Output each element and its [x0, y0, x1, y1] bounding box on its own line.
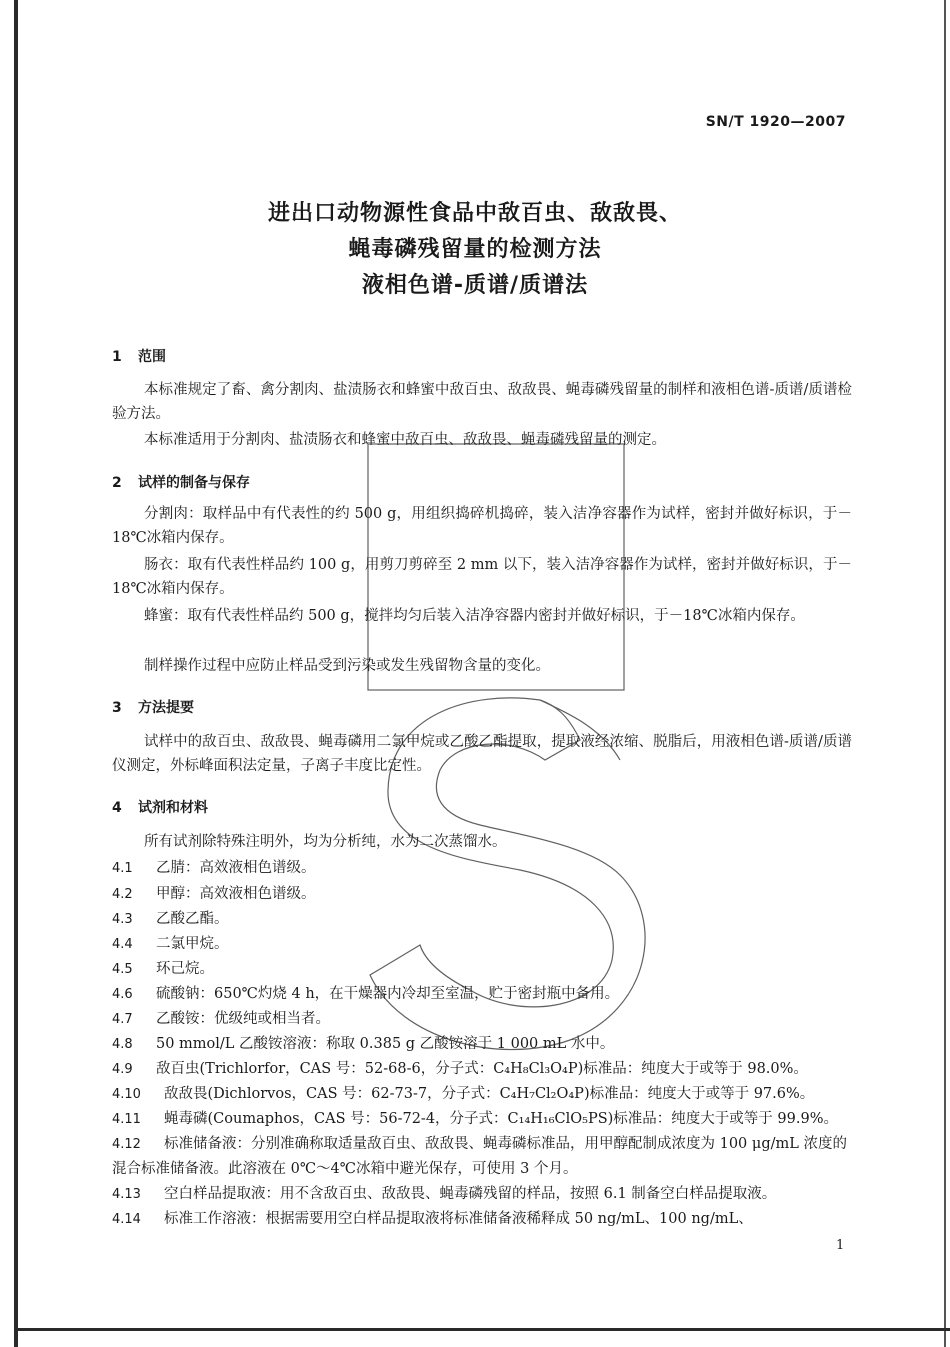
section-4-paragraph-1: 所有试剂除特殊注明外，均为分析纯，水为二次蒸馏水。: [144, 834, 507, 850]
section-4-heading: 4 试剂和材料: [112, 800, 208, 816]
section-2-paragraph-1: 分割肉：取样品中有代表性的约 500 g，用组织捣碎机捣碎，装入洁净容器作为试样，密封并做好标识，于－18℃冰箱内保存。: [112, 506, 852, 546]
list-item: 4.13 空白样品提取液：用不含敌百虫、敌敌畏、蝇毒磷残留的样品，按照 6.1 制备空白样品提取液。: [112, 1186, 777, 1202]
list-item: 4.8 50 mmol/L 乙酸铵溶液：称取 0.385 g 乙酸铵溶于 1 000 mL 水中。: [112, 1036, 615, 1052]
list-item: 4.7 乙酸铵：优级纯或相当者。: [112, 1011, 330, 1027]
watermark-outline: [368, 444, 645, 1050]
list-item: 4.6 硫酸钠：650℃灼烧 4 h，在干燥器内冷却至室温，贮于密封瓶中备用。: [112, 986, 620, 1002]
section-3-paragraph-1: 试样中的敌百虫、敌敌畏、蝇毒磷用二氯甲烷或乙酸乙酯提取，提取液经浓缩、脱脂后，用液相色谱-质谱/质谱仪测定，外标峰面积法定量，子离子丰度比定性。: [112, 734, 852, 774]
list-item: 4.5 环己烷。: [112, 961, 214, 977]
list-item: 4.12 标准储备液：分别准确称取适量敌百虫、敌敌畏、蝇毒磷标准品，用甲醇配制成浓度为 100 μg/mL 浓度的混合标准储备液。此溶液在 0℃～4℃冰箱中避光保存，可使用 3 个月。: [112, 1136, 847, 1177]
list-item: 4.2 甲醇：高效液相色谱级。: [112, 886, 316, 902]
title-line-2: 蝇毒磷残留量的检测方法: [348, 237, 602, 262]
standard-code: SN/T 1920—2007: [705, 114, 846, 130]
list-item: 4.1 乙腈：高效液相色谱级。: [112, 860, 316, 876]
list-item: 4.10 敌敌畏(Dichlorvos，CAS 号：62-73-7，分子式：C₄H₇Cl₂O₄P)标准品：纯度大于或等于 97.6%。: [112, 1086, 815, 1102]
list-item: 4.4 二氯甲烷。: [112, 936, 229, 952]
section-3-heading: 3 方法提要: [112, 700, 194, 716]
list-item: 4.3 乙酸乙酯。: [112, 911, 229, 927]
page-number: 1: [836, 1238, 845, 1253]
title-line-3: 液相色谱-质谱/质谱法: [361, 273, 589, 298]
watermark-box: [368, 444, 624, 690]
watermark-s-stroke: [540, 700, 620, 760]
section-2-heading: 2 试样的制备与保存: [112, 475, 250, 491]
title-line-1: 进出口动物源性食品中敌百虫、敌敌畏、: [267, 201, 682, 226]
watermark-s-shape: [370, 698, 645, 1050]
list-item: 4.14 标准工作溶液：根据需要用空白样品提取液将标准储备液稀释成 50 ng/mL、100 ng/mL、: [112, 1211, 753, 1227]
section-1-paragraph-2: 本标准适用于分割肉、盐渍肠衣和蜂蜜中敌百虫、敌敌畏、蝇毒磷残留量的测定。: [144, 432, 666, 448]
section-2-paragraph-3: 蜂蜜：取有代表性样品约 500 g，搅拌均匀后装入洁净容器内密封并做好标识，于－18℃冰箱内保存。: [144, 608, 805, 624]
list-item: 4.11 蝇毒磷(Coumaphos，CAS 号：56-72-4，分子式：C₁₄H₁₆ClO₅PS)标准品：纯度大于或等于 99.9%。: [112, 1111, 838, 1127]
section-1-paragraph-1: 本标准规定了畜、禽分割肉、盐渍肠衣和蜂蜜中敌百虫、敌敌畏、蝇毒磷残留量的制样和液相色谱-质谱/质谱检验方法。: [112, 382, 852, 422]
section-1-heading: 1 范围: [112, 349, 166, 365]
section-2-paragraph-4: 制样操作过程中应防止样品受到污染或发生残留物含量的变化。: [144, 658, 550, 674]
list-item: 4.9 敌百虫(Trichlorfor，CAS 号：52-68-6，分子式：C₄H₈Cl₃O₄P)标准品：纯度大于或等于 98.0%。: [112, 1061, 808, 1077]
section-2-paragraph-2: 肠衣：取有代表性样品约 100 g，用剪刀剪碎至 2 mm 以下，装入洁净容器作为试样，密封并做好标识，于－18℃冰箱内保存。: [112, 557, 852, 597]
